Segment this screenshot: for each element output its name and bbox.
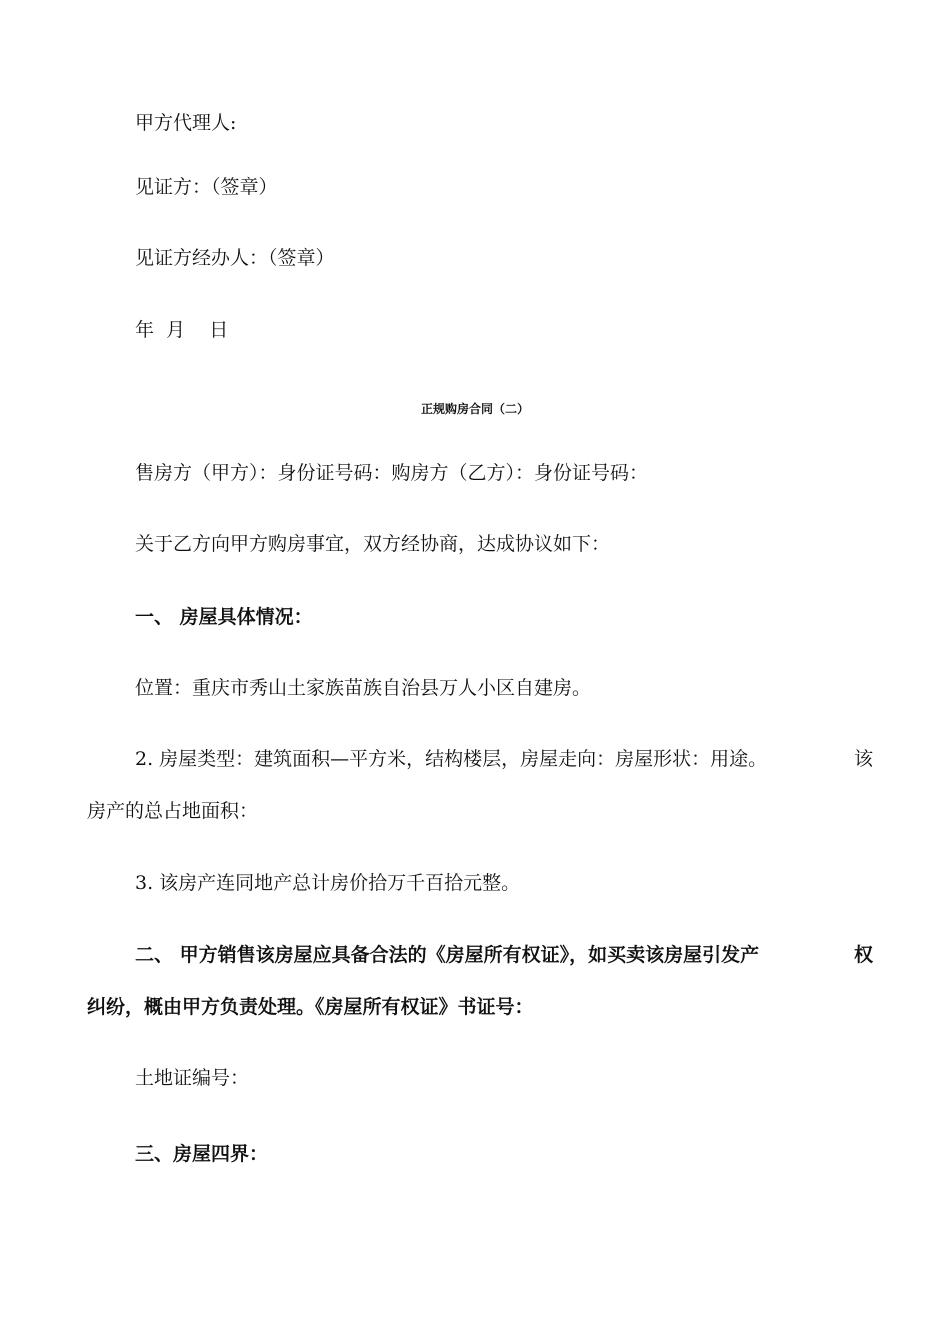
section-2-line-1-main: 二、 甲方销售该房屋应具备合法的《房屋所有权证》，如买卖该房屋引发产 xyxy=(135,944,760,966)
item-2-line-1-tail: 该 xyxy=(853,748,873,770)
location-paragraph: 位置：重庆市秀山土家族苗族自治县万人小区自建房。 xyxy=(135,677,592,699)
section-2-line-1 xyxy=(135,941,873,969)
item-2-line-2: 房产的总占地面积： xyxy=(87,800,259,822)
item-3-paragraph: 3. 该房产连同地产总计房价拾万千百拾元整。 xyxy=(135,872,521,894)
party-a-agent-label: 甲方代理人: xyxy=(135,112,237,134)
section-3-heading: 三、房屋四界： xyxy=(135,1143,269,1165)
witness-agent-label: 见证方经办人：（签章） xyxy=(135,247,335,269)
land-cert-label: 土地证编号： xyxy=(135,1067,250,1089)
parties-line: 售房方（甲方）：身份证号码：购房方（乙方）：身份证号码： xyxy=(135,462,649,484)
item-2-line-1-main: 2. 房屋类型：建筑面积—平方米，结构楼层，房屋走向：房屋形状：用途。 xyxy=(135,748,768,770)
section-1-heading: 一、 房屋具体情况： xyxy=(135,606,313,628)
intro-paragraph: 关于乙方向甲方购房事宜，双方经协商，达成协议如下： xyxy=(135,533,611,555)
date-line: 年 月 日 xyxy=(135,319,229,341)
witness-label: 见证方：（签章） xyxy=(135,176,278,198)
section-2-line-2: 纠纷，概由甲方负责处理。《房屋所有权证》书证号： xyxy=(87,996,534,1018)
section-2-line-1-tail: 权 xyxy=(853,944,873,966)
item-2-line-1 xyxy=(135,745,873,773)
contract-title: 正规购房合同（二） xyxy=(420,402,529,416)
